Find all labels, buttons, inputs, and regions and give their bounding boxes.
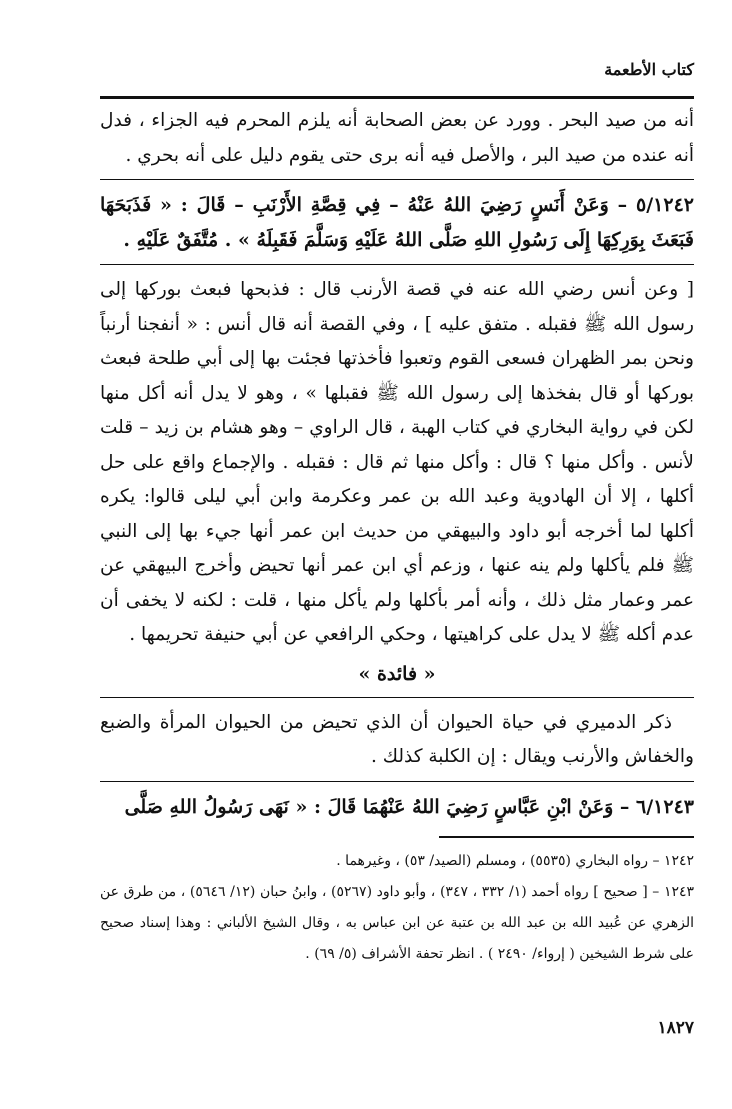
running-header: كتاب الأطعمة — [604, 60, 694, 79]
footnotes — [100, 846, 694, 970]
hadith-1242: ٥/١٢٤٢ – وَعَنْ أَنَسٍ رَضِيَ اللهُ عَنْهُ – فِي قِصَّةِ الأَرْنَبِ – قَالَ : « فَذَبَحَهَا فَبَعَثَ بِوَرِكِهَا إِلَى رَسُولِ اللهِ صَلَّى اللهُ عَلَيْهِ وَسَلَّمَ فَقَبِلَهُ » . مُتَّفَقٌ عَلَيْهِ . — [100, 194, 694, 251]
separator-rule — [100, 697, 694, 698]
faida-text: ذكر الدميري في حياة الحيوان أن الذي تحيض من الحيوان المرأة والضبع والخفاش والأرنب ويقال : إن الكلبة كذلك . — [100, 711, 694, 767]
book-page — [100, 46, 694, 1086]
footnote-1242: ١٢٤٢ – رواه البخاري (٥٥٣٥) ، ومسلم (الصيد/ ٥٣) ، وغيرهما . — [336, 853, 694, 869]
separator-rule — [100, 179, 694, 180]
hadith-1243-start: ٦/١٢٤٣ – وَعَنْ ابْنِ عَبَّاسٍ رَضِيَ اللهُ عَنْهُمَا قَالَ : « نَهَى رَسُولُ اللهِ صَلَّى — [124, 795, 694, 818]
separator-rule — [100, 781, 694, 782]
main-text — [100, 104, 694, 825]
faida-heading: « فائدة » — [358, 662, 436, 685]
separator-rule — [100, 264, 694, 265]
footnote-1243: ١٢٤٣ – [ صحيح ] رواه أحمد (١/ ٣٣٢ ، ٣٤٧) ، وأبو داود (٥٢٦٧) ، وابنُ حبان (١٢/ ٥٦٤٦) ، من طرق عن الزهري عن عُبيد الله بن عبد الله بن عتبة عن ابن عباس به ، وقال الشيخ الألباني : وهذا إسناد صحيح على شرط الشيخين ( إرواء/ ٢٤٩٠ ) . انظر تحفة الأشراف (٥/ ٦٩) . — [100, 884, 695, 962]
commentary-1242: [ وعن أنس رضي الله عنه في قصة الأرنب قال : فذبحها فبعث بوركها إلى رسول الله ﷺ فقبله . متفق عليه ] ، وفي القصة أنه قال أنس : « أنفجنا أرنباً ونحن بمر الظهران فسعى القوم وتعبوا فأخذتها فجئت بها إلى أبي طلحة فبعث بوركها أو قال بفخذها إلى رسول الله ﷺ فقبلها » ، وهو لا يدل أنه أكل منها لكن في رواية البخاري في كتاب الهبة ، قال الراوي – وهو هشام بن زيد – قلت لأنس . وأكل منها ؟ قال : وأكل منها ثم قال : فقبله . والإجماع واقع على حل أكلها ، إلا أن الهادوية وعبد الله بن عمر وعكرمة وابن أبي ليلى قالوا: يكره أكلها لما أخرجه أبو داود والبيهقي من حديث ابن عمر أنها جيء بها إلى النبي ﷺ فلم يأكلها ولم ينه عنها ، وزعم أي ابن عمر أنها تحيض وأخرج البيهقي عن عمر وعمار مثل ذلك ، وأنه أمر بأكلها ولم يأكل منها ، قلت : لكنه لا يخفى أن عدم أكله ﷺ لا يدل على كراهيتها ، وحكي الرافعي عن أبي حنيفة تحريمها . — [100, 279, 694, 645]
footnote-rule — [439, 836, 694, 838]
page-number: ١٨٢٧ — [657, 1018, 694, 1038]
header-rule — [100, 96, 694, 99]
intro-paragraph: أنه من صيد البحر . وورد عن بعض الصحابة أنه يلزم المحرم فيه الجزاء ، فدل أنه عنده من صيد البر ، والأصل فيه أنه برى حتى يقوم دليل على أنه بحري . — [100, 110, 694, 166]
